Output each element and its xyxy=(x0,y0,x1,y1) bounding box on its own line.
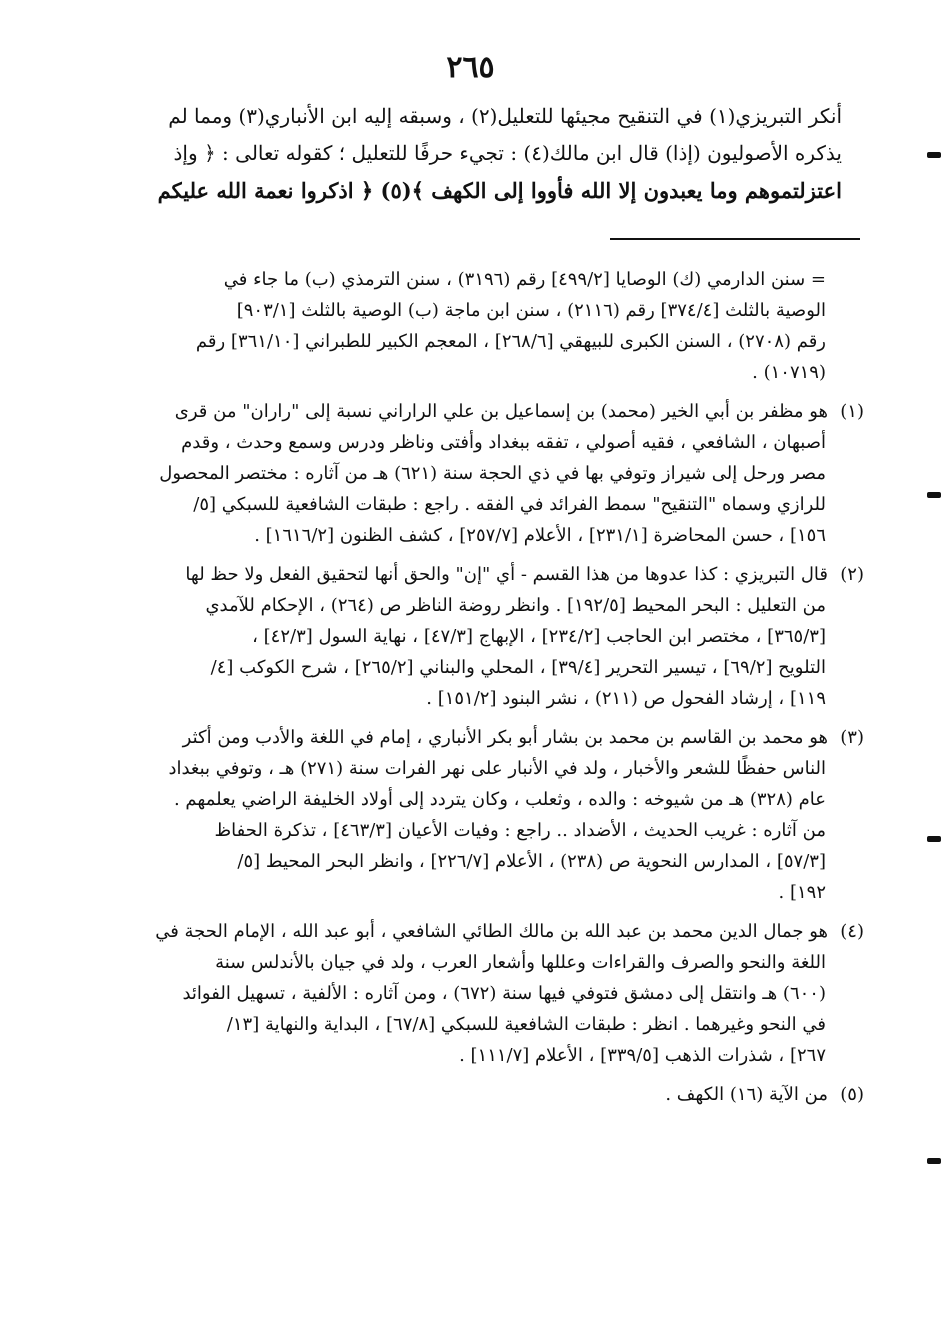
footnote-line: من آثاره : غريب الحديث ، الأضداد .. راجع : وفيات الأعيان [٤٦٣/٣] ، تذكرة الحفاظ xyxy=(214,820,826,841)
footnote-line: رقم (٢٧٠٨) ، السنن الكبرى للبيهقي [٢٦٨/٦] ، المعجم الكبير للطبراني [٣٦١/١٠] رقم xyxy=(195,331,826,352)
footnote-line: هو محمد بن القاسم بن محمد بن بشار أبو بكر الأنباري ، إمام في اللغة والأدب ومن أكثر xyxy=(182,727,828,748)
footnote-number: (٥) xyxy=(840,1084,864,1105)
footnote-line: مصر ورحل إلى شيراز وتوفي بها في ذي الحجة سنة (٦٢١) هـ من آثاره : مختصر المحصول xyxy=(159,463,826,484)
footnote-line: قال التبريزي : كذا عدوها من هذا القسم - أي "إن" والحق أنها لتحقيق الفعل ولا حظ لها xyxy=(185,564,828,585)
margin-mark xyxy=(927,492,941,498)
page-number: ٢٦٥ xyxy=(446,50,495,85)
footnote-number: (٤) xyxy=(840,921,864,942)
footnote-line: من الآية (١٦) الكهف . xyxy=(665,1084,828,1105)
footnote-line: الناس حفظًا للشعر والأخبار ، ولد في الأنبار على نهر الفرات سنة (٢٧١) هـ ، وتوفي ببغداد xyxy=(168,758,826,779)
footnote-line: التلويح [٦٩/٢] ، تيسير التحرير [٣٩/٤] ، المحلي والبناني [٢٦٥/٢] ، شرح الكوكب [٤/ xyxy=(210,657,826,678)
footnote-line: (١٠٧١٩) . xyxy=(752,362,826,383)
footnote-line: [٥٧/٣] ، المدارس النحوية ص (٢٣٨) ، الأعلام [٢٢٦/٧] ، وانظر البحر المحيط [٥/ xyxy=(237,851,826,872)
footnote-line: هو مظفر بن أبي الخير (محمد) بن إسماعيل بن علي الراراني نسبة إلى "راران" من قرى xyxy=(174,401,828,422)
margin-mark xyxy=(927,836,941,842)
footnote-line: للرازي وسماه "التنقيح" سمط الفرائد في الفقه . راجع : طبقات الشافعية للسبكي [٥/ xyxy=(193,494,826,515)
margin-mark xyxy=(927,1158,941,1164)
footnote-2 xyxy=(100,559,864,714)
footnote-5 xyxy=(100,1079,864,1110)
footnote-line: ١٥٦] ، حسن المحاضرة [٢٣١/١] ، الأعلام [٢٥٧/٧] ، كشف الظنون [١٦١٦/٢] . xyxy=(254,525,826,546)
footnote-line: ١٩٢] . xyxy=(778,882,826,903)
main-text-line-3: اعتزلتموهم وما يعبدون إلا الله فأووا إلى الكهف ﴾(٥) ﴿ اذكروا نعمة الله عليكم xyxy=(157,178,842,203)
footnote-number: (١) xyxy=(840,401,864,422)
footnote-line: الوصية بالثلث [٣٧٤/٤] رقم (٢١١٦) ، سنن ابن ماجة (ب) الوصية بالثلث [٩٠٣/١] xyxy=(236,300,826,321)
footnote-line: في النحو وغيرهما . انظر : طبقات الشافعية للسبكي [٦٧/٨] ، البداية والنهاية [١٣/ xyxy=(226,1014,826,1035)
footnote-line: (٦٠٠) هـ وانتقل إلى دمشق فتوفي فيها سنة (٦٧٢) ، ومن آثاره : الألفية ، تسهيل الفوائد xyxy=(182,983,826,1004)
main-text-line-2: يذكره الأصوليون (إذا) قال ابن مالك(٤) : تجيء حرفًا للتعليل ؛ كقوله تعالى : ﴿ وإذ xyxy=(173,141,842,165)
footnote-line: هو جمال الدين محمد بن عبد الله بن مالك الطائي الشافعي ، أبو عبد الله ، الإمام الحجة في xyxy=(155,921,828,942)
footnote-line: = سنن الدارمي (ك) الوصايا [٤٩٩/٢] رقم (٣١٩٦) ، سنن الترمذي (ب) ما جاء في xyxy=(223,269,826,290)
footnote-line: ١١٩] ، إرشاد الفحول ص (٢١١) ، نشر البنود [١٥١/٢] . xyxy=(426,688,826,709)
footnote-3 xyxy=(100,722,864,908)
footnote-1 xyxy=(100,396,864,551)
footnote-number: (٣) xyxy=(840,727,864,748)
main-text xyxy=(100,98,842,209)
footnote-4 xyxy=(100,916,864,1071)
margin-mark xyxy=(927,152,941,158)
footnote-line: أصبهان ، الشافعي ، فقيه أصولي ، تفقه ببغداد وأفتى وناظر ودرس وسمع وحدث ، وقدم xyxy=(181,432,826,453)
footnote-line: ٢٦٧] ، شذرات الذهب [٣٣٩/٥] ، الأعلام [١١١/٧] . xyxy=(459,1045,826,1066)
footnote-line: عام (٣٢٨) هـ من شيوخه : والده ، وثعلب ، وكان يتردد إلى أولاد الخليفة الراضي يعلمهم . xyxy=(173,789,826,810)
continued-footnote xyxy=(100,264,864,388)
footnote-line: [٣٦٥/٣] ، مختصر ابن الحاجب [٢٣٤/٢] ، الإبهاج [٤٧/٣] ، نهاية السول [٤٢/٣] ، xyxy=(252,626,826,647)
footnote-separator xyxy=(610,238,860,240)
main-text-line-1: أنكر التبريزي(١) في التنقيح مجيئها للتعليل(٢) ، وسبقه إليه ابن الأنباري(٣) ومما لم xyxy=(168,104,842,128)
footnotes xyxy=(100,264,864,1118)
footnote-number: (٢) xyxy=(840,564,864,585)
footnote-line: من التعليل : البحر المحيط [١٩٢/٥] . وانظر روضة الناظر ص (٢٦٤) ، الإحكام للآمدي xyxy=(205,595,826,616)
footnote-line: اللغة والنحو والصرف والقراءات وعللها وأشعار العرب ، ولد في جيان بالأندلس سنة xyxy=(215,952,826,973)
